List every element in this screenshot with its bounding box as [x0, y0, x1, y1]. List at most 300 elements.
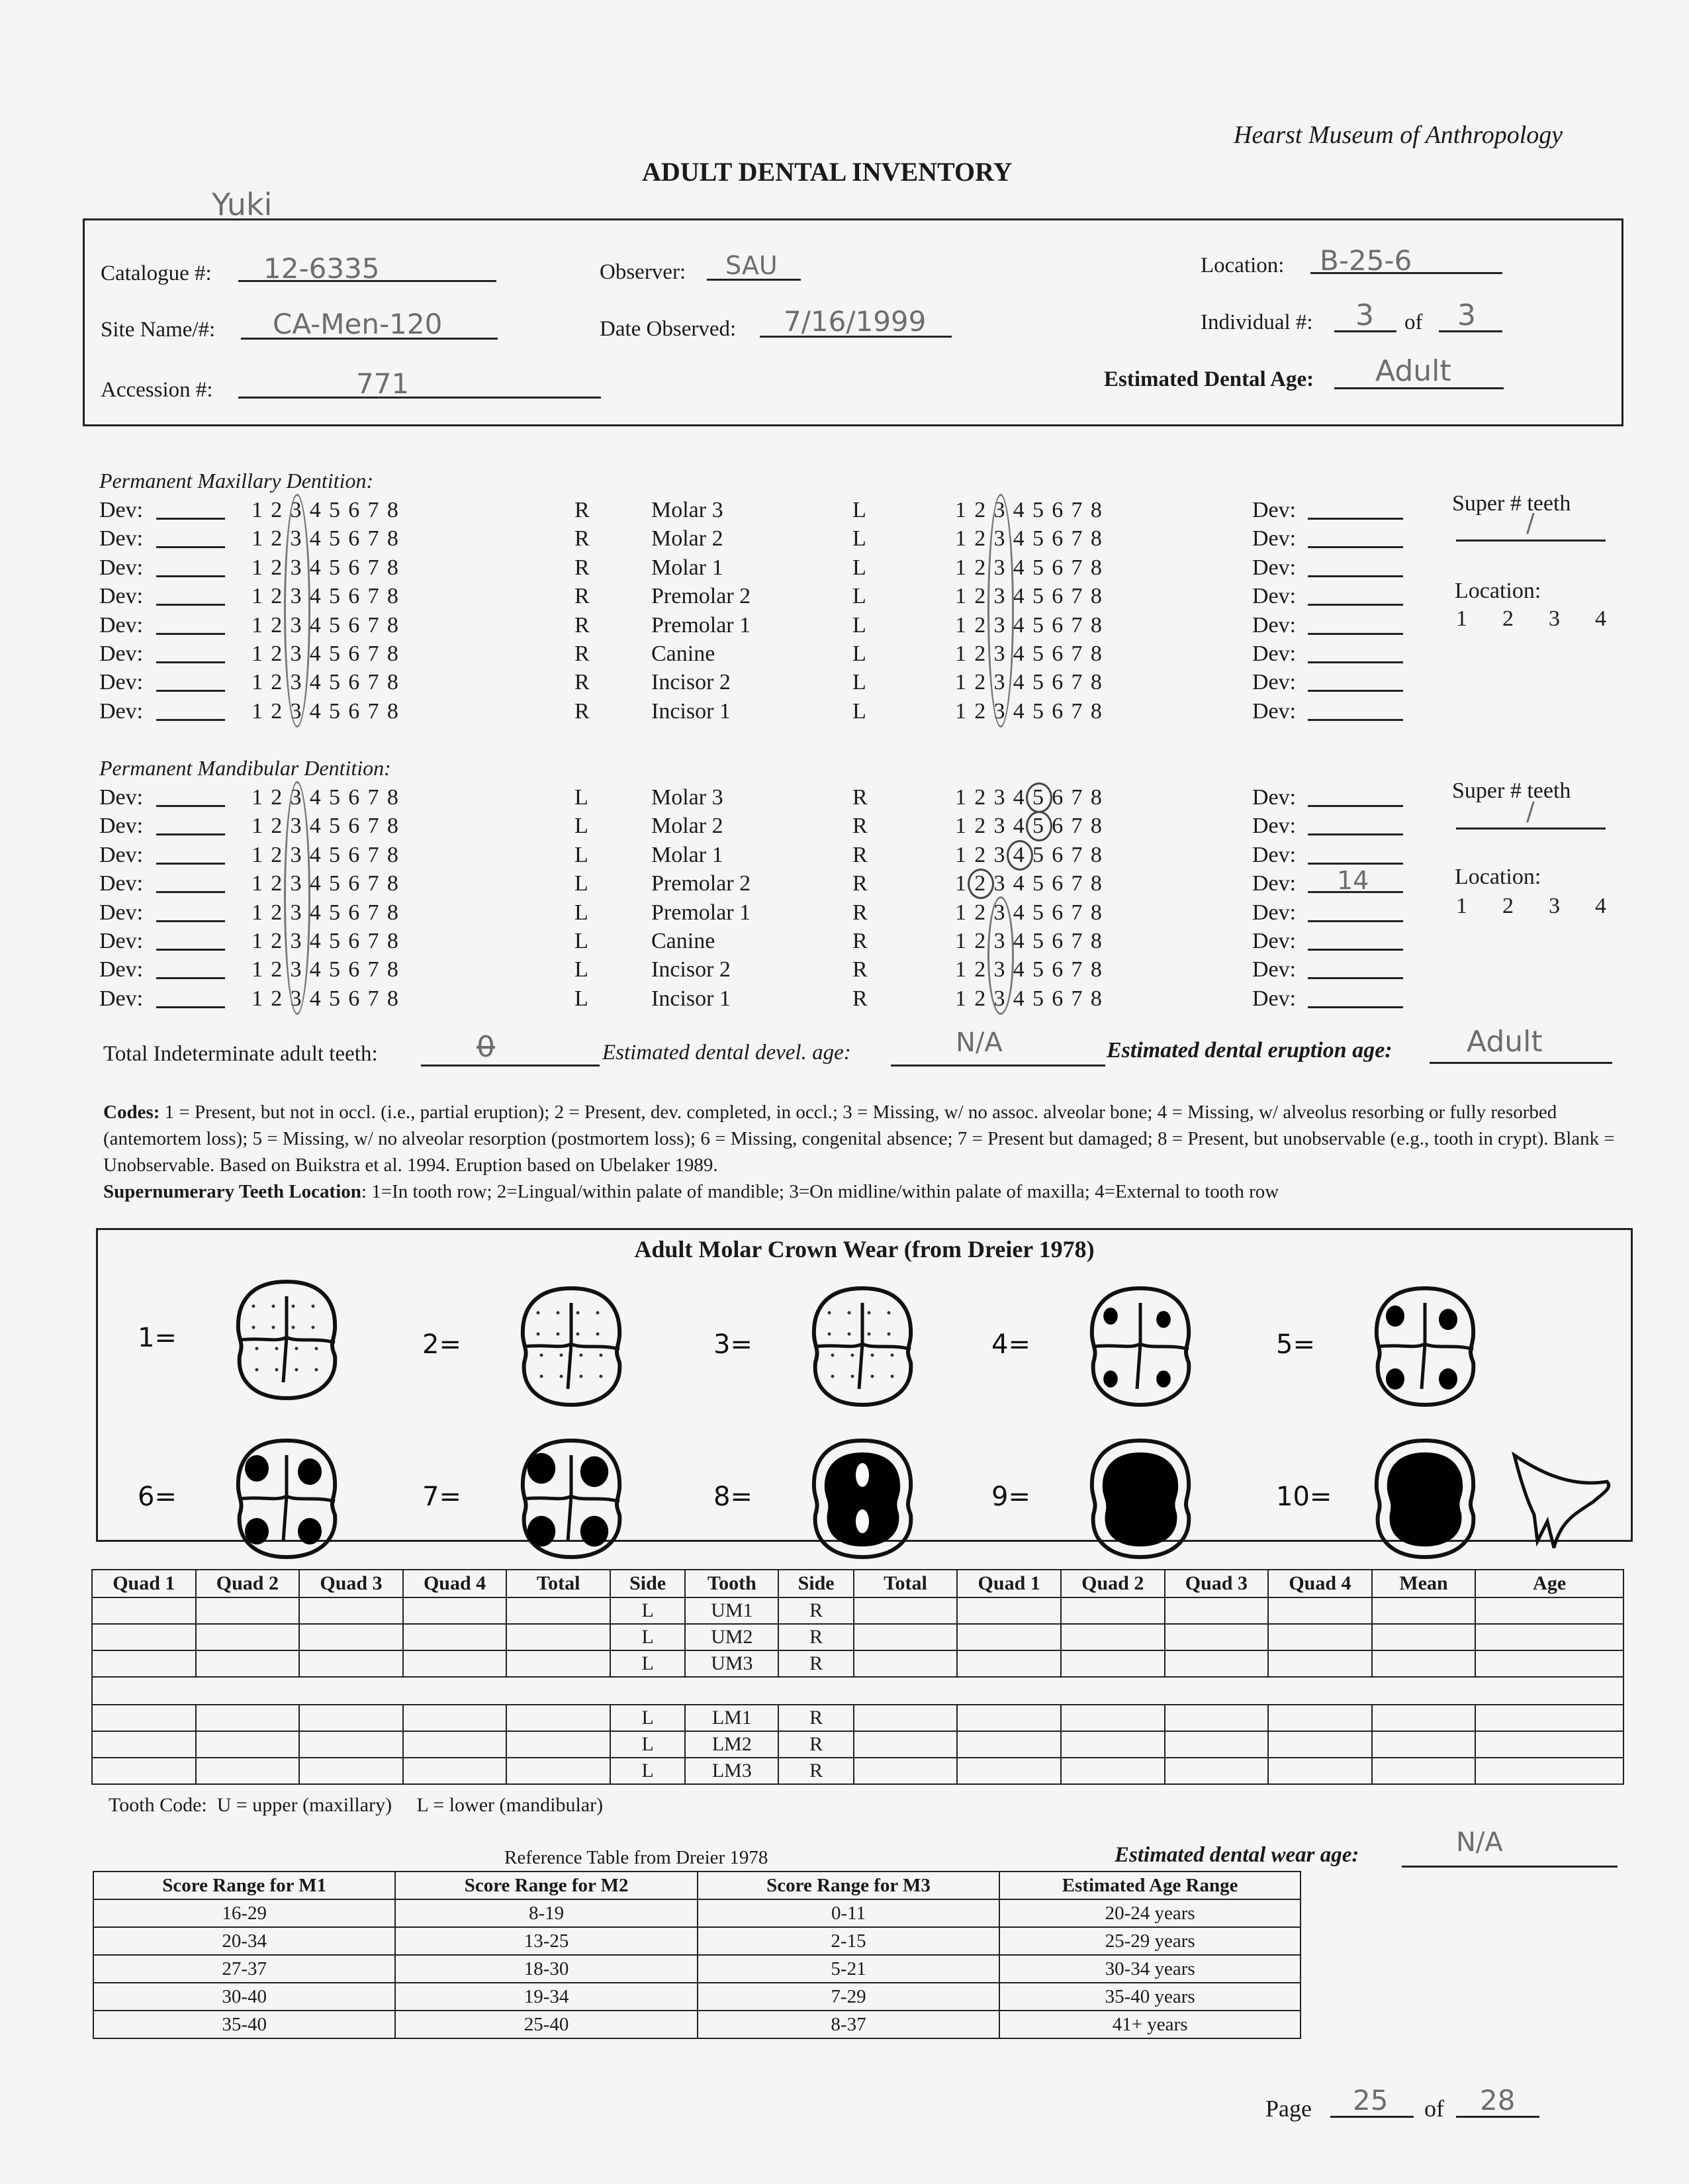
code-option-6[interactable]: 6 [348, 957, 360, 982]
code-option-8[interactable]: 8 [1090, 612, 1102, 638]
code-option-3[interactable]: 3 [290, 929, 302, 953]
score-input-cell[interactable] [1268, 1705, 1372, 1731]
code-option-7[interactable]: 7 [1071, 641, 1083, 666]
code-option-2[interactable]: 2 [271, 498, 283, 522]
code-option-1[interactable]: 1 [955, 871, 966, 896]
score-input-cell[interactable] [1061, 1731, 1165, 1758]
code-option-2[interactable]: 2 [974, 584, 986, 609]
code-option-8[interactable]: 8 [387, 900, 398, 925]
score-input-cell[interactable] [1475, 1597, 1623, 1624]
code-option-2[interactable]: 2 [974, 526, 986, 551]
code-option-7[interactable]: 7 [367, 900, 379, 925]
code-option-5[interactable]: 5 [1032, 957, 1044, 982]
dev-field[interactable] [1308, 719, 1403, 721]
score-input-cell[interactable] [1061, 1705, 1165, 1731]
score-input-cell[interactable] [506, 1650, 610, 1677]
code-option-8[interactable]: 8 [387, 584, 398, 609]
dev-field[interactable] [1308, 1006, 1403, 1008]
code-option-7[interactable]: 7 [367, 871, 379, 896]
score-input-cell[interactable] [299, 1650, 403, 1677]
score-input-cell[interactable] [1268, 1650, 1372, 1677]
code-option-4[interactable]: 4 [309, 986, 321, 1011]
code-option-2[interactable]: 2 [974, 612, 986, 638]
code-option-6[interactable]: 6 [348, 641, 360, 666]
code-option-6[interactable]: 6 [348, 842, 360, 867]
dev-field[interactable] [1308, 833, 1403, 835]
location-option-4[interactable]: 4 [1595, 894, 1606, 918]
code-option-6[interactable]: 6 [1052, 584, 1064, 609]
code-option-1[interactable]: 1 [251, 871, 263, 896]
code-option-5[interactable]: 5 [329, 698, 341, 724]
code-option-6[interactable]: 6 [348, 612, 360, 638]
code-option-4[interactable]: 4 [309, 641, 321, 666]
score-input-cell[interactable] [196, 1624, 300, 1650]
code-option-6[interactable]: 6 [1052, 641, 1064, 666]
code-option-1[interactable]: 1 [955, 785, 966, 810]
code-option-3[interactable]: 3 [993, 641, 1005, 666]
dev-field[interactable] [156, 863, 225, 865]
code-option-7[interactable]: 7 [1071, 698, 1083, 724]
dev-field[interactable] [156, 949, 225, 951]
code-option-7[interactable]: 7 [367, 584, 379, 609]
code-option-5[interactable]: 5 [1032, 555, 1044, 580]
code-option-3[interactable]: 3 [993, 986, 1005, 1011]
code-option-1[interactable]: 1 [251, 957, 263, 982]
code-option-4[interactable]: 4 [1013, 957, 1025, 982]
code-option-1[interactable]: 1 [955, 986, 966, 1011]
code-option-8[interactable]: 8 [1090, 871, 1102, 896]
code-option-8[interactable]: 8 [1090, 670, 1102, 695]
score-input-cell[interactable] [1475, 1758, 1623, 1784]
code-option-6[interactable]: 6 [348, 900, 360, 925]
code-option-2[interactable]: 2 [271, 670, 283, 695]
code-option-6[interactable]: 6 [1052, 698, 1064, 724]
code-option-4[interactable]: 4 [1013, 785, 1025, 810]
devel-age-field[interactable] [891, 1065, 1105, 1067]
mandibular-super-field[interactable] [1456, 828, 1606, 830]
code-option-1[interactable]: 1 [955, 929, 966, 953]
code-option-4[interactable]: 4 [1013, 871, 1025, 896]
score-input-cell[interactable] [1372, 1705, 1476, 1731]
score-input-cell[interactable] [1475, 1650, 1623, 1677]
code-option-3[interactable]: 3 [993, 900, 1005, 925]
code-option-2[interactable]: 2 [271, 957, 283, 982]
code-option-7[interactable]: 7 [1071, 670, 1083, 695]
code-option-2[interactable]: 2 [271, 612, 283, 638]
code-option-5[interactable]: 5 [1032, 670, 1044, 695]
dev-field[interactable] [156, 690, 225, 692]
code-option-6[interactable]: 6 [1052, 871, 1064, 896]
code-option-8[interactable]: 8 [1090, 785, 1102, 810]
code-option-3[interactable]: 3 [290, 986, 302, 1011]
code-option-6[interactable]: 6 [348, 871, 360, 896]
code-option-5[interactable]: 5 [329, 929, 341, 953]
dev-field[interactable] [1308, 690, 1403, 692]
score-input-cell[interactable] [854, 1758, 958, 1784]
code-option-7[interactable]: 7 [1071, 498, 1083, 522]
code-option-3[interactable]: 3 [290, 526, 302, 551]
code-option-6[interactable]: 6 [1052, 900, 1064, 925]
code-option-5[interactable]: 5 [329, 814, 341, 839]
code-option-3[interactable]: 3 [290, 670, 302, 695]
code-option-3[interactable]: 3 [993, 498, 1005, 522]
code-option-8[interactable]: 8 [1090, 986, 1102, 1011]
score-input-cell[interactable] [1372, 1758, 1476, 1784]
code-option-5[interactable]: 5 [329, 498, 341, 522]
code-option-6[interactable]: 6 [348, 555, 360, 580]
score-input-cell[interactable] [196, 1650, 300, 1677]
code-option-2[interactable]: 2 [271, 842, 283, 867]
code-option-3[interactable]: 3 [290, 498, 302, 522]
score-input-cell[interactable] [1061, 1624, 1165, 1650]
dev-field[interactable] [1308, 920, 1403, 922]
score-input-cell[interactable] [506, 1705, 610, 1731]
score-input-cell[interactable] [506, 1624, 610, 1650]
score-input-cell[interactable] [403, 1624, 507, 1650]
code-option-5[interactable]: 5 [329, 526, 341, 551]
code-option-5[interactable]: 5 [329, 612, 341, 638]
code-option-8[interactable]: 8 [387, 957, 398, 982]
code-option-6[interactable]: 6 [1052, 498, 1064, 522]
code-option-7[interactable]: 7 [1071, 785, 1083, 810]
score-input-cell[interactable] [299, 1624, 403, 1650]
code-option-5[interactable]: 5 [1032, 612, 1044, 638]
code-option-4[interactable]: 4 [309, 698, 321, 724]
code-option-3[interactable]: 3 [290, 785, 302, 810]
code-option-2[interactable]: 2 [271, 555, 283, 580]
score-input-cell[interactable] [92, 1624, 196, 1650]
code-option-2[interactable]: 2 [271, 584, 283, 609]
code-option-6[interactable]: 6 [348, 584, 360, 609]
location-option-2[interactable]: 2 [1502, 606, 1514, 631]
code-option-2[interactable]: 2 [974, 814, 986, 839]
score-input-cell[interactable] [854, 1705, 958, 1731]
score-input-cell[interactable] [196, 1597, 300, 1624]
code-option-4[interactable]: 4 [309, 957, 321, 982]
code-option-4[interactable]: 4 [1013, 555, 1025, 580]
score-input-cell[interactable] [1372, 1597, 1476, 1624]
score-input-cell[interactable] [403, 1731, 507, 1758]
code-option-1[interactable]: 1 [251, 612, 263, 638]
code-option-1[interactable]: 1 [251, 584, 263, 609]
code-option-7[interactable]: 7 [1071, 957, 1083, 982]
score-input-cell[interactable] [1165, 1758, 1269, 1784]
score-input-cell[interactable] [1165, 1650, 1269, 1677]
score-input-cell[interactable] [854, 1650, 958, 1677]
score-input-cell[interactable] [1475, 1705, 1623, 1731]
code-option-5[interactable]: 5 [1032, 526, 1044, 551]
code-option-8[interactable]: 8 [1090, 929, 1102, 953]
code-option-8[interactable]: 8 [1090, 555, 1102, 580]
code-option-7[interactable]: 7 [367, 526, 379, 551]
code-option-8[interactable]: 8 [387, 986, 398, 1011]
code-option-1[interactable]: 1 [955, 584, 966, 609]
score-input-cell[interactable] [403, 1705, 507, 1731]
score-input-cell[interactable] [957, 1758, 1061, 1784]
score-input-cell[interactable] [92, 1650, 196, 1677]
code-option-6[interactable]: 6 [1052, 785, 1064, 810]
code-option-1[interactable]: 1 [955, 612, 966, 638]
score-input-cell[interactable] [403, 1597, 507, 1624]
score-input-cell[interactable] [196, 1731, 300, 1758]
code-option-5[interactable]: 5 [1032, 929, 1044, 953]
code-option-1[interactable]: 1 [955, 498, 966, 522]
dev-field[interactable] [156, 805, 225, 807]
code-option-8[interactable]: 8 [1090, 842, 1102, 867]
code-option-5[interactable]: 5 [1032, 814, 1044, 839]
code-option-2[interactable]: 2 [271, 785, 283, 810]
code-option-2[interactable]: 2 [974, 957, 986, 982]
code-option-7[interactable]: 7 [367, 785, 379, 810]
score-input-cell[interactable] [196, 1758, 300, 1784]
code-option-6[interactable]: 6 [348, 929, 360, 953]
code-option-7[interactable]: 7 [1071, 900, 1083, 925]
code-option-3[interactable]: 3 [290, 957, 302, 982]
code-option-1[interactable]: 1 [251, 814, 263, 839]
score-input-cell[interactable] [1268, 1624, 1372, 1650]
code-option-5[interactable]: 5 [329, 641, 341, 666]
code-option-3[interactable]: 3 [993, 842, 1005, 867]
eruption-age-field[interactable] [1430, 1062, 1612, 1064]
score-input-cell[interactable] [403, 1758, 507, 1784]
code-option-3[interactable]: 3 [993, 957, 1005, 982]
code-option-2[interactable]: 2 [974, 498, 986, 522]
code-option-5[interactable]: 5 [329, 900, 341, 925]
code-option-5[interactable]: 5 [1032, 842, 1044, 867]
code-option-7[interactable]: 7 [1071, 842, 1083, 867]
score-input-cell[interactable] [1372, 1650, 1476, 1677]
code-option-5[interactable]: 5 [1032, 584, 1044, 609]
code-option-2[interactable]: 2 [974, 842, 986, 867]
code-option-7[interactable]: 7 [367, 670, 379, 695]
code-option-5[interactable]: 5 [1032, 986, 1044, 1011]
code-option-4[interactable]: 4 [1013, 498, 1025, 522]
code-option-2[interactable]: 2 [974, 929, 986, 953]
code-option-3[interactable]: 3 [993, 814, 1005, 839]
code-option-6[interactable]: 6 [1052, 842, 1064, 867]
code-option-7[interactable]: 7 [367, 842, 379, 867]
code-option-5[interactable]: 5 [329, 842, 341, 867]
code-option-5[interactable]: 5 [329, 670, 341, 695]
dev-field[interactable] [1308, 863, 1403, 865]
code-option-1[interactable]: 1 [251, 698, 263, 724]
code-option-3[interactable]: 3 [290, 871, 302, 896]
code-option-8[interactable]: 8 [1090, 698, 1102, 724]
code-option-3[interactable]: 3 [290, 814, 302, 839]
dev-field[interactable] [1308, 977, 1403, 979]
score-input-cell[interactable] [403, 1650, 507, 1677]
score-input-cell[interactable] [92, 1731, 196, 1758]
score-input-cell[interactable] [854, 1731, 958, 1758]
code-option-5[interactable]: 5 [1032, 900, 1044, 925]
code-option-6[interactable]: 6 [1052, 929, 1064, 953]
code-option-1[interactable]: 1 [955, 698, 966, 724]
code-option-6[interactable]: 6 [348, 698, 360, 724]
score-input-cell[interactable] [1061, 1758, 1165, 1784]
code-option-4[interactable]: 4 [1013, 929, 1025, 953]
code-option-3[interactable]: 3 [290, 698, 302, 724]
code-option-7[interactable]: 7 [367, 814, 379, 839]
score-input-cell[interactable] [1372, 1624, 1476, 1650]
code-option-8[interactable]: 8 [1090, 584, 1102, 609]
dev-field[interactable] [156, 546, 225, 548]
code-option-6[interactable]: 6 [348, 785, 360, 810]
score-input-cell[interactable] [506, 1758, 610, 1784]
code-option-3[interactable]: 3 [993, 929, 1005, 953]
code-option-2[interactable]: 2 [271, 641, 283, 666]
code-option-3[interactable]: 3 [993, 698, 1005, 724]
location-option-1[interactable]: 1 [1456, 606, 1467, 631]
code-option-6[interactable]: 6 [1052, 814, 1064, 839]
code-option-8[interactable]: 8 [1090, 900, 1102, 925]
code-option-4[interactable]: 4 [1013, 842, 1025, 867]
code-option-6[interactable]: 6 [1052, 555, 1064, 580]
score-input-cell[interactable] [1475, 1731, 1623, 1758]
code-option-5[interactable]: 5 [329, 555, 341, 580]
code-option-4[interactable]: 4 [1013, 670, 1025, 695]
code-option-8[interactable]: 8 [1090, 957, 1102, 982]
code-option-3[interactable]: 3 [993, 555, 1005, 580]
code-option-6[interactable]: 6 [1052, 670, 1064, 695]
score-input-cell[interactable] [196, 1705, 300, 1731]
maxillary-super-field[interactable] [1456, 540, 1606, 542]
code-option-4[interactable]: 4 [1013, 526, 1025, 551]
code-option-7[interactable]: 7 [1071, 584, 1083, 609]
indeterminate-field[interactable] [421, 1065, 600, 1067]
code-option-1[interactable]: 1 [955, 555, 966, 580]
code-option-7[interactable]: 7 [1071, 929, 1083, 953]
dev-field[interactable] [1308, 949, 1403, 951]
location-option-4[interactable]: 4 [1595, 606, 1606, 631]
code-option-3[interactable]: 3 [993, 584, 1005, 609]
code-option-2[interactable]: 2 [974, 698, 986, 724]
dev-field[interactable] [156, 661, 225, 663]
code-option-8[interactable]: 8 [387, 929, 398, 953]
code-option-4[interactable]: 4 [309, 555, 321, 580]
score-input-cell[interactable] [506, 1597, 610, 1624]
code-option-6[interactable]: 6 [348, 670, 360, 695]
code-option-1[interactable]: 1 [251, 555, 263, 580]
dev-field[interactable] [156, 604, 225, 606]
code-option-1[interactable]: 1 [955, 641, 966, 666]
score-input-cell[interactable] [1165, 1731, 1269, 1758]
code-option-3[interactable]: 3 [290, 900, 302, 925]
score-input-cell[interactable] [299, 1758, 403, 1784]
code-option-7[interactable]: 7 [367, 498, 379, 522]
code-option-2[interactable]: 2 [974, 670, 986, 695]
code-option-3[interactable]: 3 [290, 555, 302, 580]
code-option-4[interactable]: 4 [309, 584, 321, 609]
code-option-3[interactable]: 3 [290, 641, 302, 666]
code-option-1[interactable]: 1 [955, 900, 966, 925]
code-option-4[interactable]: 4 [309, 871, 321, 896]
code-option-8[interactable]: 8 [387, 698, 398, 724]
code-option-8[interactable]: 8 [1090, 814, 1102, 839]
score-input-cell[interactable] [1165, 1705, 1269, 1731]
code-option-2[interactable]: 2 [974, 641, 986, 666]
code-option-7[interactable]: 7 [367, 555, 379, 580]
code-option-8[interactable]: 8 [387, 498, 398, 522]
code-option-7[interactable]: 7 [367, 698, 379, 724]
score-input-cell[interactable] [854, 1624, 958, 1650]
dev-field[interactable] [1308, 518, 1403, 520]
score-input-cell[interactable] [1061, 1597, 1165, 1624]
code-option-2[interactable]: 2 [271, 871, 283, 896]
code-option-5[interactable]: 5 [329, 957, 341, 982]
code-option-2[interactable]: 2 [974, 555, 986, 580]
dev-field[interactable] [1308, 661, 1403, 663]
code-option-4[interactable]: 4 [1013, 900, 1025, 925]
code-option-2[interactable]: 2 [271, 698, 283, 724]
code-option-4[interactable]: 4 [309, 842, 321, 867]
code-option-3[interactable]: 3 [290, 612, 302, 638]
code-option-4[interactable]: 4 [309, 814, 321, 839]
code-option-8[interactable]: 8 [387, 612, 398, 638]
code-option-3[interactable]: 3 [993, 670, 1005, 695]
code-option-1[interactable]: 1 [955, 814, 966, 839]
code-option-2[interactable]: 2 [271, 526, 283, 551]
score-input-cell[interactable] [1165, 1624, 1269, 1650]
code-option-7[interactable]: 7 [367, 929, 379, 953]
code-option-3[interactable]: 3 [993, 871, 1005, 896]
code-option-7[interactable]: 7 [1071, 555, 1083, 580]
code-option-8[interactable]: 8 [387, 814, 398, 839]
score-input-cell[interactable] [92, 1758, 196, 1784]
score-input-cell[interactable] [1475, 1624, 1623, 1650]
code-option-4[interactable]: 4 [309, 498, 321, 522]
code-option-7[interactable]: 7 [1071, 986, 1083, 1011]
code-option-5[interactable]: 5 [1032, 785, 1044, 810]
code-option-8[interactable]: 8 [1090, 498, 1102, 522]
code-option-7[interactable]: 7 [1071, 814, 1083, 839]
code-option-6[interactable]: 6 [348, 986, 360, 1011]
code-option-2[interactable]: 2 [271, 900, 283, 925]
score-input-cell[interactable] [506, 1731, 610, 1758]
code-option-4[interactable]: 4 [1013, 612, 1025, 638]
code-option-1[interactable]: 1 [251, 842, 263, 867]
code-option-3[interactable]: 3 [290, 842, 302, 867]
code-option-1[interactable]: 1 [955, 526, 966, 551]
code-option-5[interactable]: 5 [329, 785, 341, 810]
score-input-cell[interactable] [957, 1624, 1061, 1650]
code-option-5[interactable]: 5 [1032, 498, 1044, 522]
code-option-4[interactable]: 4 [1013, 641, 1025, 666]
code-option-5[interactable]: 5 [1032, 698, 1044, 724]
dev-field[interactable] [156, 719, 225, 721]
dev-field[interactable] [156, 1006, 225, 1008]
code-option-3[interactable]: 3 [993, 526, 1005, 551]
dev-field[interactable] [1308, 633, 1403, 635]
code-option-2[interactable]: 2 [271, 929, 283, 953]
code-option-8[interactable]: 8 [387, 842, 398, 867]
code-option-6[interactable]: 6 [348, 526, 360, 551]
code-option-6[interactable]: 6 [348, 814, 360, 839]
code-option-6[interactable]: 6 [1052, 957, 1064, 982]
score-input-cell[interactable] [1268, 1758, 1372, 1784]
code-option-3[interactable]: 3 [290, 584, 302, 609]
code-option-8[interactable]: 8 [387, 526, 398, 551]
dev-field[interactable] [156, 518, 225, 520]
score-input-cell[interactable] [299, 1705, 403, 1731]
code-option-5[interactable]: 5 [329, 584, 341, 609]
code-option-4[interactable]: 4 [309, 612, 321, 638]
code-option-4[interactable]: 4 [1013, 698, 1025, 724]
dev-field[interactable] [156, 891, 225, 893]
code-option-7[interactable]: 7 [367, 612, 379, 638]
dev-field[interactable] [1308, 805, 1403, 807]
code-option-7[interactable]: 7 [367, 986, 379, 1011]
score-input-cell[interactable] [957, 1597, 1061, 1624]
